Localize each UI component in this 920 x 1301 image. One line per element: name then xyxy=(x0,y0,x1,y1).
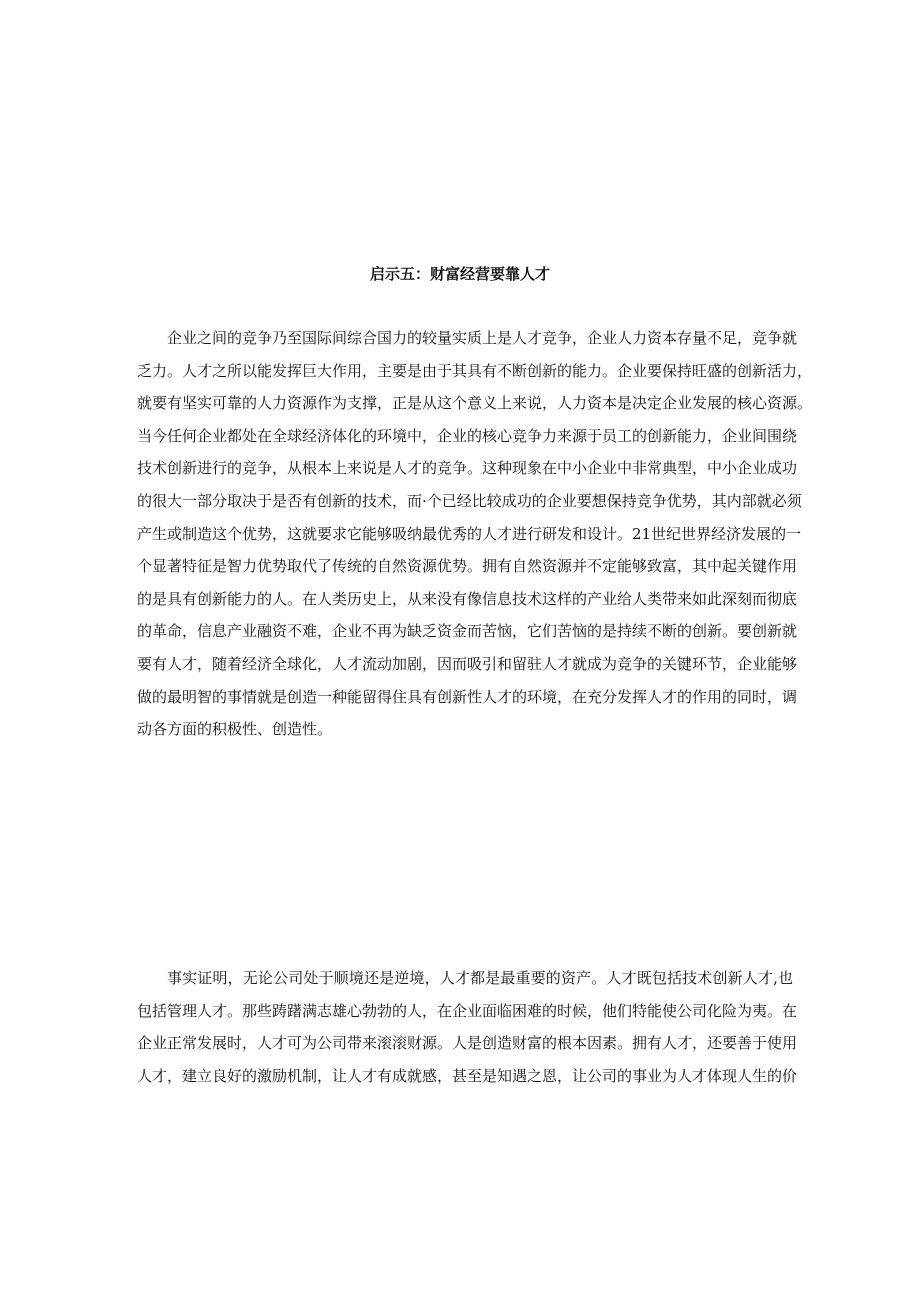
paragraph-line: 技术创新进行的竞争，从根本上来说是人才的竞争。这种现象在中小企业中非常典型，中小企业成功 xyxy=(137,459,798,478)
paragraph-line: 动各方面的积极性、创造性。 xyxy=(137,720,333,739)
paragraph-line: 要有人才，随着经济全球化，人才流动加剧，因而吸引和留驻人才就成为竞争的关键环节，企业能够 xyxy=(137,654,798,673)
paragraph-line: 的很大一部分取决于是否有创新的技术，而·个已经比较成功的企业要想保持竞争优势，其内部就必须 xyxy=(137,491,802,510)
paragraph-line: 事实证明，无论公司处于顺境还是逆境，人才都是最重要的资产。人才既包括技术创新人才,也 xyxy=(167,969,793,987)
paragraph-line: 的革命，信息产业融资不难，企业不再为缺乏资金而苦恼，它们苦恼的是持续不断的创新。要创新就 xyxy=(137,622,798,641)
paragraph-line: 企业正常发展时，人才可为公司带来滚滚财源。人是创造财富的根本因素。拥有人才，还要善于使用 xyxy=(137,1034,798,1053)
paragraph-1 xyxy=(137,322,813,746)
document-title: 启示五：财富经营要靠人才 xyxy=(369,265,550,283)
paragraph-line: 就要有坚实可靠的人力资源作为支撑，正是从这个意义上来说，人力资本是决定企业发展的核心资源。 xyxy=(137,394,813,413)
paragraph-line: 做的最明智的事情就是创造一种能留得住具有创新性人才的环境，在充分发挥人才的作用的同时，调 xyxy=(137,687,798,706)
paragraph-line: 乏力。人才之所以能发挥巨大作用，主要是由于其具有不断创新的能力。企业要保持旺盛的创新活力， xyxy=(137,361,813,380)
paragraph-line: 企业之间的竞争乃至国际间综合国力的较量实质上是人才竞争，企业人力资本存量不足，竞争就 xyxy=(167,329,798,347)
paragraph-line: 人才，建立良好的激励机制，让人才有成就感，甚至是知遇之恩，让公司的事业为人才体现人生的价 xyxy=(137,1066,798,1085)
paragraph-line: 产生或制造这个优势，这就要求它能够吸纳最优秀的人才进行研发和设计。21世纪世界经济发展的一 xyxy=(137,524,802,543)
paragraph-line: 的是具有创新能力的人。在人类历史上，从来没有像信息技术这样的产业给人类带来如此深刻而彻底 xyxy=(137,589,798,608)
paragraph-line: 个显著特征是智力优势取代了传统的自然资源优势。拥有自然资源并不定能够致富，其中起关键作用 xyxy=(137,557,798,576)
paragraph-line: 当今任何企业都处在全球经济体化的环境中，企业的核心竞争力来源于员工的创新能力，企业间围绕 xyxy=(137,426,798,445)
paragraph-line: 包括管理人才。那些踌躇满志雄心勃勃的人，在企业面临困难的时候，他们特能使公司化险为夷。在 xyxy=(137,1001,798,1020)
paragraph-2 xyxy=(137,962,798,1092)
